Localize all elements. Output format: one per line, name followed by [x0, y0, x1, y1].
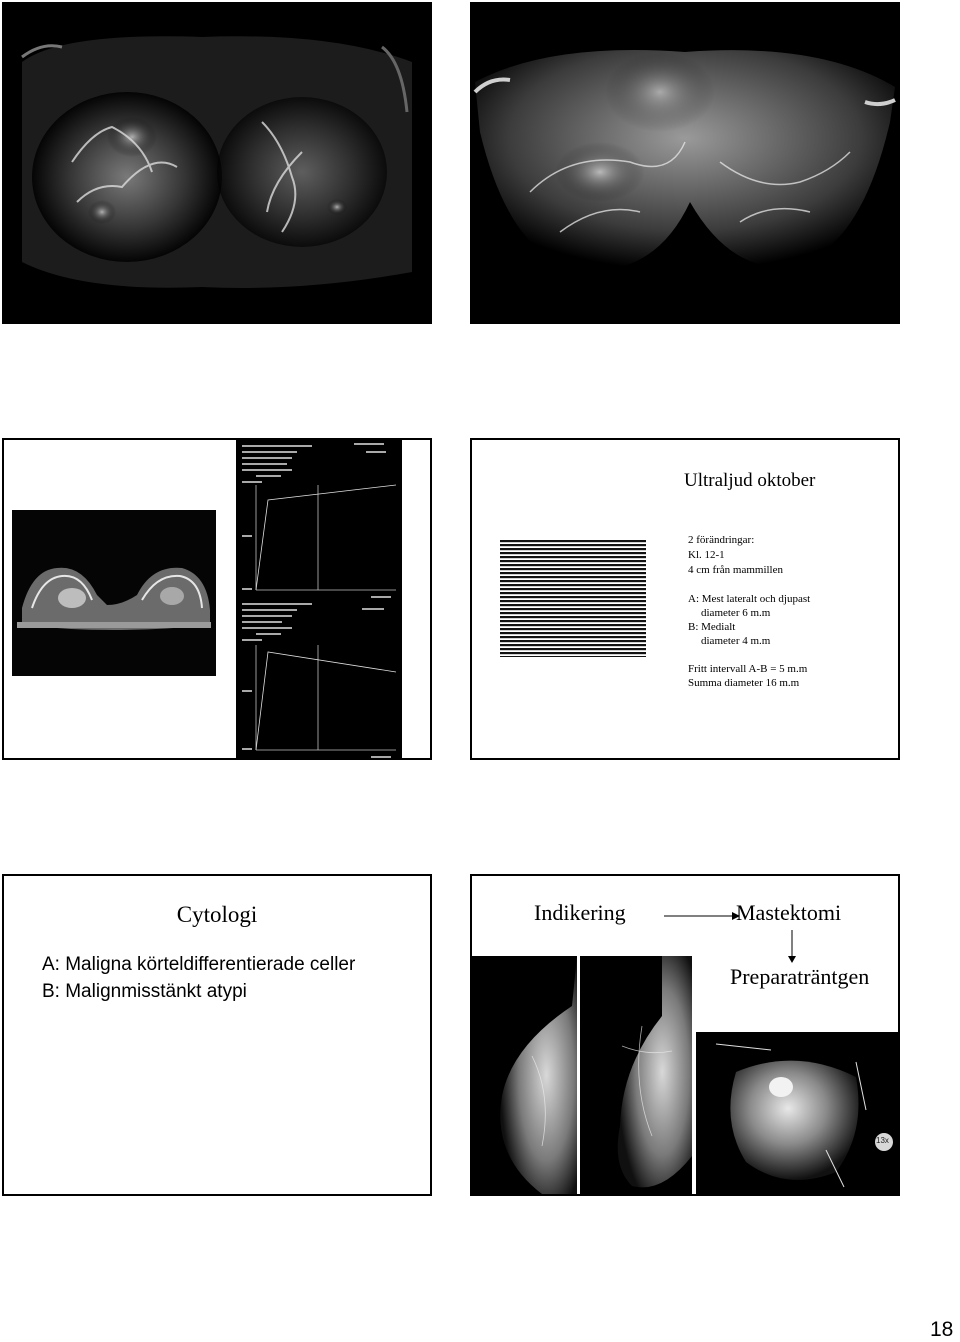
mri-mip-image-left [2, 2, 432, 324]
mri-curve-slide [2, 438, 432, 760]
ultrasound-line-6: B: Medialt [688, 621, 736, 633]
arrow-right-icon [662, 906, 742, 926]
ultrasound-stripe [500, 628, 646, 630]
ultrasound-graphic [500, 540, 646, 657]
ultrasound-stripe [500, 636, 646, 638]
ultrasound-stripe [500, 560, 646, 562]
cytology-slide [2, 874, 432, 1196]
ultrasound-stripe [500, 612, 646, 614]
ultrasound-image [500, 540, 646, 657]
specimen-xray-image [696, 1032, 898, 1194]
specimen-tag: 13x [876, 1136, 889, 1145]
mastectomy-slide [470, 874, 900, 1196]
ultrasound-stripe [500, 556, 646, 558]
ultrasound-stripe [500, 548, 646, 550]
ultrasound-stripe [500, 640, 646, 642]
signal-curve-panel [236, 440, 402, 760]
ultrasound-line-2: Kl. 12-1 [688, 549, 725, 561]
ultrasound-line-3: 4 cm från mammillen [688, 564, 783, 576]
ultrasound-stripe [500, 652, 646, 654]
ultrasound-line-4: A: Mest lateralt och djupast [688, 593, 811, 605]
cytology-line-b: B: Malignmisstänkt atypi [42, 981, 247, 1002]
specimen-xray-graphic [696, 1032, 898, 1194]
ultrasound-slide [470, 438, 900, 760]
cytology-line-a: A: Maligna körteldifferentierade celler [42, 954, 356, 975]
slide-title: Cytologi [176, 902, 258, 927]
ultrasound-stripe [500, 644, 646, 646]
mri-mip-graphic [2, 2, 432, 324]
page-number: 18 [930, 1318, 954, 1341]
ultrasound-stripe [500, 656, 646, 657]
signal-curve-graphic [236, 440, 402, 760]
ultrasound-stripe [500, 604, 646, 606]
slide-title: Ultraljud oktober [684, 470, 816, 491]
ultrasound-stripe [500, 608, 646, 610]
ultrasound-stripe [500, 600, 646, 602]
ultrasound-stripe [500, 620, 646, 622]
ultrasound-line-5: diameter 6 m.m [701, 607, 771, 619]
axial-mri-graphic [12, 510, 216, 676]
ultrasound-stripe [500, 588, 646, 590]
ultrasound-stripe [500, 592, 646, 594]
ultrasound-stripe [500, 564, 646, 566]
ultrasound-stripe [500, 616, 646, 618]
ultrasound-line-9: Summa diameter 16 m.m [688, 677, 800, 689]
ultrasound-stripe [500, 584, 646, 586]
ultrasound-stripe [500, 552, 646, 554]
ultrasound-line-7: diameter 4 m.m [701, 635, 771, 647]
preparat-label: Preparaträntgen [730, 964, 870, 989]
ultrasound-stripe [500, 632, 646, 634]
mammogram-graphic [472, 956, 692, 1194]
mri-mip-image-right [470, 2, 900, 324]
ultrasound-line-8: Fritt intervall A-B = 5 m.m [688, 663, 808, 675]
ultrasound-stripe [500, 568, 646, 570]
indikering-label: Indikering [534, 900, 626, 925]
ultrasound-stripe [500, 596, 646, 598]
ultrasound-stripe [500, 540, 646, 542]
ultrasound-stripe [500, 648, 646, 650]
ultrasound-stripe [500, 576, 646, 578]
ultrasound-stripe [500, 624, 646, 626]
axial-mri-image [12, 510, 216, 676]
ultrasound-stripe [500, 544, 646, 546]
mammogram-images [472, 956, 692, 1194]
arrow-down-icon [782, 928, 802, 964]
ultrasound-line-1: 2 förändringar: [688, 534, 755, 546]
mri-mip-graphic [470, 2, 900, 324]
mastektomi-label: Mastektomi [736, 900, 842, 925]
ultrasound-stripe [500, 580, 646, 582]
ultrasound-stripe [500, 572, 646, 574]
